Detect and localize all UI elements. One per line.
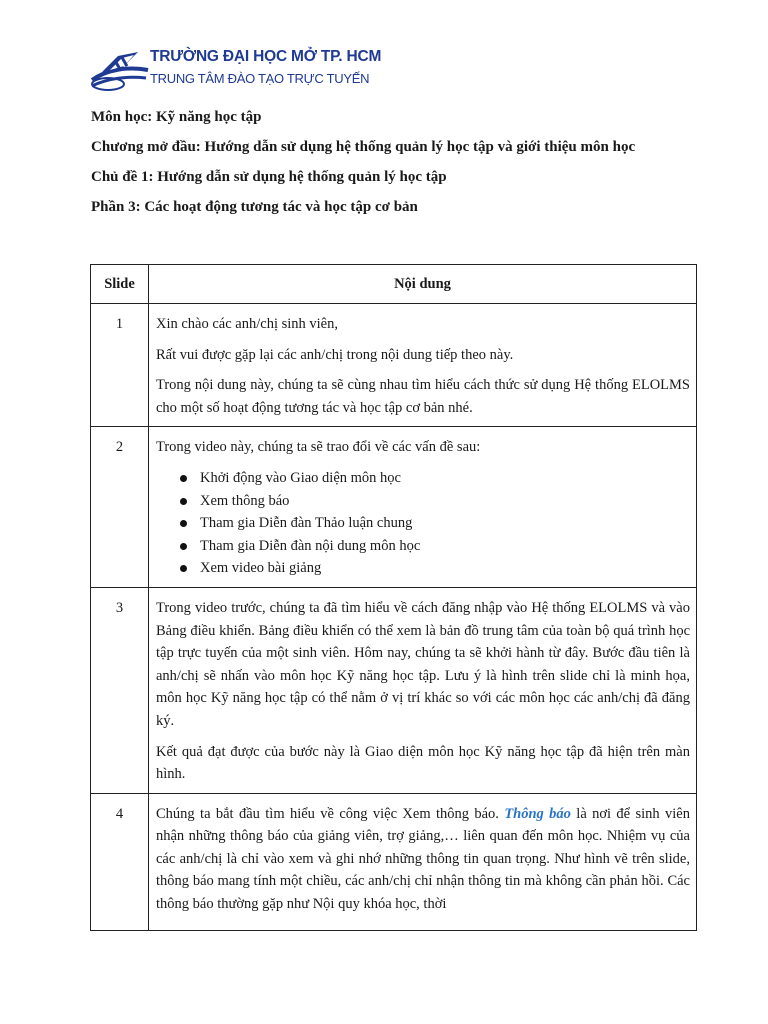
slide-number: 1 bbox=[91, 304, 149, 427]
paragraph bbox=[156, 803, 690, 913]
table-row bbox=[91, 304, 697, 427]
column-header-slide: Slide bbox=[91, 265, 149, 304]
table-header-row bbox=[91, 265, 697, 304]
paragraph: Xin chào các anh/chị sinh viên, bbox=[156, 316, 338, 332]
paragraph-text: Chúng ta bắt đầu tìm hiểu về công việc Xem thông báo. bbox=[156, 805, 505, 822]
part-heading: Phần 3: Các hoạt động tương tác và học tập cơ bản bbox=[91, 199, 418, 215]
slide-content bbox=[149, 304, 697, 427]
column-header-content: Nội dung bbox=[149, 265, 697, 304]
logo-university-name: TRƯỜNG ĐẠI HỌC MỞ TP. HCM bbox=[150, 48, 382, 65]
list-item: Tham gia Diễn đàn Thảo luận chung bbox=[200, 512, 690, 535]
slide-number: 3 bbox=[91, 587, 149, 793]
subject-heading: Môn học: Kỹ năng học tập bbox=[91, 109, 262, 125]
slide-content bbox=[149, 427, 697, 588]
slide-content bbox=[149, 793, 697, 930]
paragraph: Rất vui được gặp lại các anh/chị trong nội dung tiếp theo này. bbox=[156, 346, 514, 363]
slide-number: 4 bbox=[91, 793, 149, 930]
table-row bbox=[91, 793, 697, 930]
university-logo bbox=[88, 44, 382, 96]
paragraph: Kết quả đạt được của bước này là Giao diện môn học Kỹ năng học tập đã hiện trên màn hình. bbox=[156, 743, 690, 783]
slide-number: 2 bbox=[91, 427, 149, 588]
list-item: Khởi động vào Giao diện môn học bbox=[200, 467, 690, 490]
chapter-heading: Chương mở đầu: Hướng dẫn sử dụng hệ thống quản lý học tập và giới thiệu môn học bbox=[91, 139, 636, 155]
list-item: Tham gia Diễn đàn nội dung môn học bbox=[200, 535, 690, 558]
table-row bbox=[91, 427, 697, 588]
topic-list bbox=[156, 467, 690, 580]
paragraph: Trong video này, chúng ta sẽ trao đổi về các vấn đề sau: bbox=[156, 439, 481, 456]
slide-content bbox=[149, 587, 697, 793]
list-item: Xem video bài giảng bbox=[200, 557, 690, 580]
paragraph: Trong video trước, chúng ta đã tìm hiểu về cách đăng nhập vào Hệ thống ELOLMS và vào Bảng điều khiển. Bảng điều khiển có thể xem là bản đồ trung tâm của toàn bộ quá trình học tập trực tuyến của một sinh viên. Hôm nay, chúng ta sẽ khởi hành từ đây. Bước đầu tiên là anh/chị sẽ nhấn vào môn học Kỹ năng học tập. Lưu ý là hình trên slide chỉ là minh họa, môn học Kỹ năng học tập có thể nằm ở vị trí khác so với các môn học các anh/chị đã đăng ký. bbox=[156, 599, 690, 729]
book-emblem-icon bbox=[88, 44, 150, 96]
logo-center-name: TRUNG TÂM ĐÀO TẠO TRỰC TUYẾN bbox=[150, 71, 370, 86]
paragraph-text: là nơi để sinh viên nhận những thông báo của giảng viên, trợ giảng,… liên quan đến môn học. Nhiệm vụ của các anh/chị là chỉ vào xem và ghi nhớ những thông tin quan trọng. Như hình vẽ trên slide, thông báo mang tính một chiều, các anh/chị chỉ nhận thông tin mà không cần phản hồi. Các thông báo thường gặp như Nội quy khóa học, thời bbox=[156, 805, 690, 913]
topic-heading: Chủ đề 1: Hướng dẫn sử dụng hệ thống quản lý học tập bbox=[91, 169, 447, 185]
table-row bbox=[91, 587, 697, 793]
script-table bbox=[90, 264, 697, 931]
announcement-highlight: Thông báo bbox=[504, 805, 571, 822]
list-item: Xem thông báo bbox=[200, 490, 690, 513]
paragraph: Trong nội dung này, chúng ta sẽ cùng nhau tìm hiểu cách thức sử dụng Hệ thống ELOLMS cho một số hoạt động tương tác và học tập cơ bản nhé. bbox=[156, 377, 690, 416]
